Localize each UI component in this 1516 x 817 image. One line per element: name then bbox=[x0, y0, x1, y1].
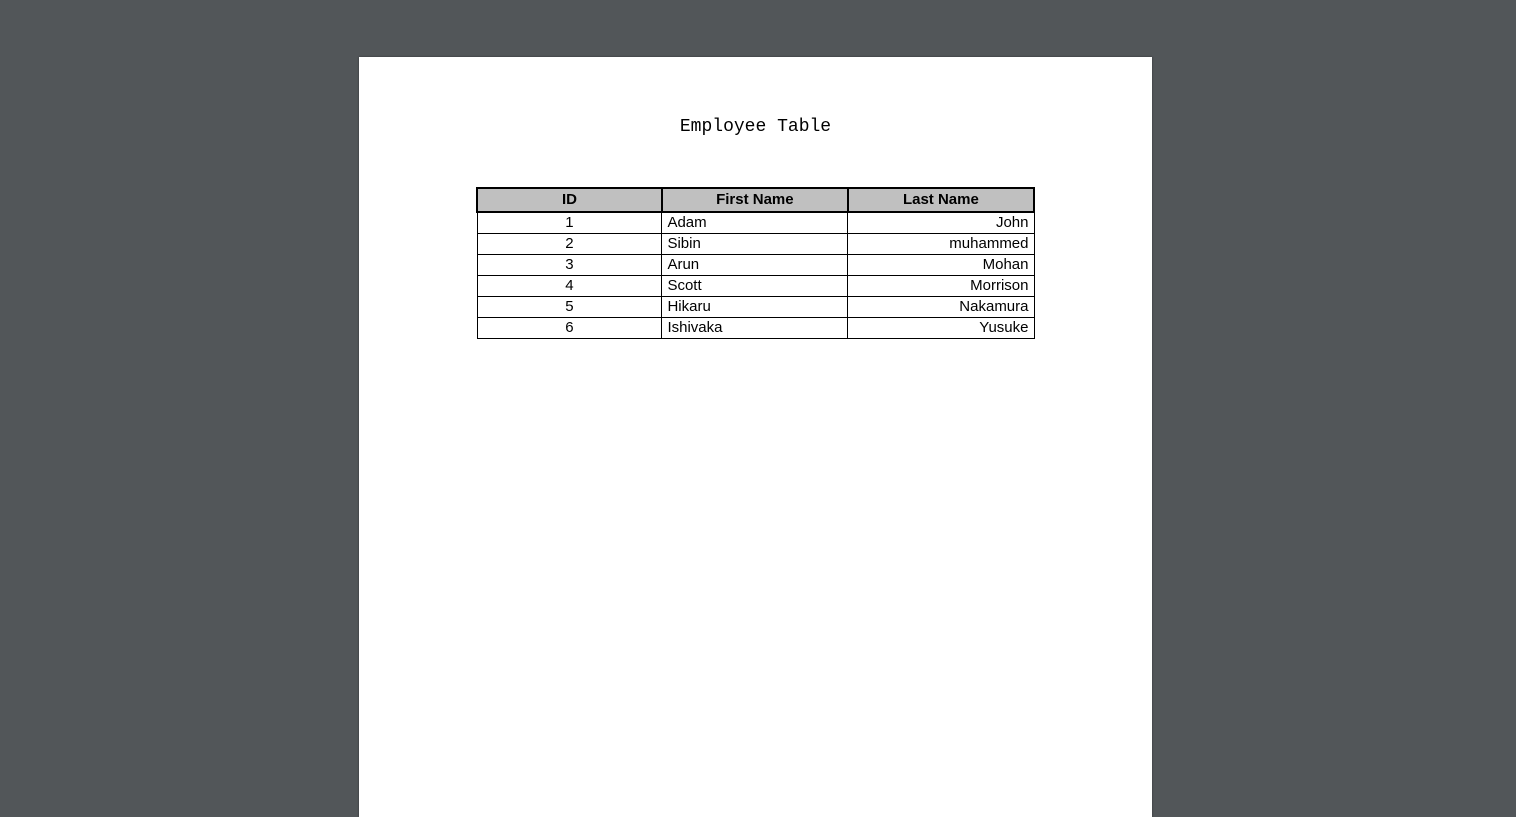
table-header-row bbox=[477, 188, 1034, 212]
header-last-name: Last Name bbox=[848, 188, 1034, 212]
cell-last-name: Morrison bbox=[848, 276, 1034, 297]
table-row bbox=[477, 234, 1034, 255]
cell-last-name: Nakamura bbox=[848, 297, 1034, 318]
cell-first-name: Sibin bbox=[662, 234, 848, 255]
cell-id: 2 bbox=[477, 234, 662, 255]
cell-last-name: muhammed bbox=[848, 234, 1034, 255]
cell-first-name: Arun bbox=[662, 255, 848, 276]
cell-first-name: Hikaru bbox=[662, 297, 848, 318]
cell-first-name: Ishivaka bbox=[662, 318, 848, 339]
header-id: ID bbox=[477, 188, 662, 212]
cell-id: 6 bbox=[477, 318, 662, 339]
cell-id: 1 bbox=[477, 212, 662, 234]
cell-id: 5 bbox=[477, 297, 662, 318]
table-row bbox=[477, 297, 1034, 318]
pdf-page bbox=[359, 57, 1152, 817]
table-row bbox=[477, 212, 1034, 234]
employee-table bbox=[476, 187, 1035, 339]
table-row bbox=[477, 318, 1034, 339]
header-first-name: First Name bbox=[662, 188, 848, 212]
page-title: Employee Table bbox=[679, 117, 832, 137]
cell-first-name: Adam bbox=[662, 212, 848, 234]
cell-last-name: Yusuke bbox=[848, 318, 1034, 339]
cell-id: 4 bbox=[477, 276, 662, 297]
cell-last-name: John bbox=[848, 212, 1034, 234]
cell-first-name: Scott bbox=[662, 276, 848, 297]
cell-id: 3 bbox=[477, 255, 662, 276]
table-row bbox=[477, 276, 1034, 297]
cell-last-name: Mohan bbox=[848, 255, 1034, 276]
table-row bbox=[477, 255, 1034, 276]
